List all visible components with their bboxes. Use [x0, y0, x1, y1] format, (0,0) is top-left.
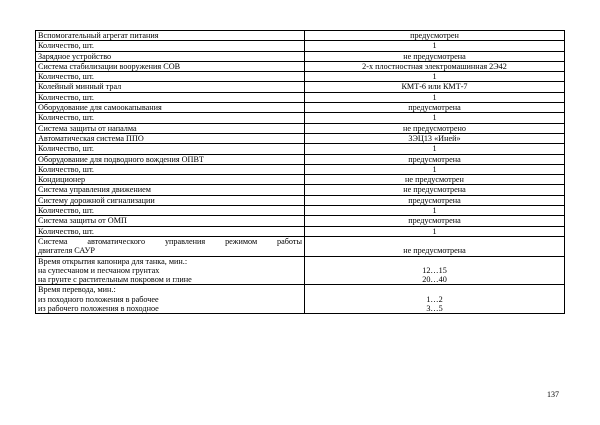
- caponier-value-2: 20…40: [422, 275, 447, 285]
- param-cell: Количество, шт.: [36, 41, 305, 51]
- param-cell: Вспомогательный агрегат питания: [36, 31, 305, 41]
- caponier-blank: [307, 257, 562, 266]
- table-row: [36, 164, 565, 174]
- table-row: [36, 144, 565, 154]
- specifications-table-body: [36, 31, 565, 314]
- value-cell-caponier: [305, 256, 565, 285]
- param-cell: Систему дорожной сигнализации: [36, 195, 305, 205]
- value-cell: предусмотрена: [305, 103, 565, 113]
- caponier-sub-2: на грунте с растительным покровом и глине: [38, 275, 192, 285]
- table-row: [36, 113, 565, 123]
- param-cell: Количество, шт.: [36, 206, 305, 216]
- table-row: [36, 185, 565, 195]
- value-cell-saur: не предусмотрена: [305, 236, 565, 256]
- param-cell: Количество, шт.: [36, 72, 305, 82]
- param-cell: Количество, шт.: [36, 113, 305, 123]
- value-cell: 3ЭЦ13 «Иней»: [305, 133, 565, 143]
- param-cell: Система защиты от напалма: [36, 123, 305, 133]
- caponier-title: Время открытия капонира для танка, мин.:: [38, 256, 188, 266]
- param-cell: Автоматическая система ППО: [36, 133, 305, 143]
- transfer-title: Время перевода, мин.:: [38, 285, 116, 295]
- param-cell: Система управления движением: [36, 185, 305, 195]
- param-cell: Количество, шт.: [36, 92, 305, 102]
- table-row-caponier: [36, 256, 565, 285]
- table-row: [36, 216, 565, 226]
- param-cell: Количество, шт.: [36, 164, 305, 174]
- value-cell: не предусмотрена: [305, 185, 565, 195]
- param-cell: Зарядное устройство: [36, 51, 305, 61]
- value-cell: 1: [305, 41, 565, 51]
- value-cell: КМТ-6 или КМТ-7: [305, 82, 565, 92]
- caponier-sub-1: на супесчаном и песчаном грунтах: [38, 265, 160, 275]
- value-cell: предусмотрена: [305, 195, 565, 205]
- page-number: 137: [547, 390, 559, 399]
- transfer-value-2: 3…5: [426, 304, 443, 314]
- transfer-sub-2: из рабочего положения в походное: [38, 304, 159, 314]
- table-row: [36, 206, 565, 216]
- table-row: [36, 133, 565, 143]
- param-cell-transfer: [36, 285, 305, 314]
- table-row: [36, 123, 565, 133]
- table-row: [36, 61, 565, 71]
- value-cell: 1: [305, 113, 565, 123]
- value-cell: предусмотрен: [305, 31, 565, 41]
- param-cell: Система стабилизации вооружения СОВ: [36, 61, 305, 71]
- param-cell: Оборудование для самоокапывания: [36, 103, 305, 113]
- value-cell: предусмотрена: [305, 154, 565, 164]
- param-cell: Оборудование для подводного вождения ОПВТ: [36, 154, 305, 164]
- table-row: [36, 226, 565, 236]
- caponier-value-1: 12…15: [422, 265, 447, 275]
- transfer-value-1: 1…2: [426, 294, 443, 304]
- specifications-table: [35, 30, 565, 314]
- table-row: [36, 154, 565, 164]
- table-row: [36, 175, 565, 185]
- value-cell: 1: [305, 92, 565, 102]
- param-cell-caponier: [36, 256, 305, 285]
- value-cell: не предусмотрен: [305, 175, 565, 185]
- param-cell: Система защиты от ОМП: [36, 216, 305, 226]
- saur-line-1: Система автоматического управления режимом работы: [38, 236, 302, 246]
- param-cell: Кондиционер: [36, 175, 305, 185]
- param-cell-saur: [36, 236, 305, 256]
- table-row: [36, 92, 565, 102]
- table-row-saur: [36, 236, 565, 256]
- value-cell: 1: [305, 144, 565, 154]
- table-row: [36, 103, 565, 113]
- value-cell: 1: [305, 164, 565, 174]
- param-cell: Количество, шт.: [36, 226, 305, 236]
- table-row-transfer: [36, 285, 565, 314]
- transfer-sub-1: из походного положения в рабочее: [38, 294, 159, 304]
- table-row: [36, 51, 565, 61]
- transfer-blank: [307, 285, 562, 294]
- value-cell: 2-х плостностная электромашинная 2Э42: [305, 61, 565, 71]
- table-row: [36, 72, 565, 82]
- value-cell: 1: [305, 226, 565, 236]
- saur-line-2: двигателя САУР: [38, 246, 95, 256]
- value-cell: не предусмотрено: [305, 123, 565, 133]
- param-cell: Количество, шт.: [36, 144, 305, 154]
- table-row: [36, 195, 565, 205]
- table-row: [36, 41, 565, 51]
- value-cell: 1: [305, 72, 565, 82]
- table-row: [36, 82, 565, 92]
- param-cell: Колейный минный трал: [36, 82, 305, 92]
- table-row: [36, 31, 565, 41]
- value-cell-transfer: [305, 285, 565, 314]
- value-cell: 1: [305, 206, 565, 216]
- value-cell: не предусмотрена: [305, 51, 565, 61]
- value-cell: предусмотрена: [305, 216, 565, 226]
